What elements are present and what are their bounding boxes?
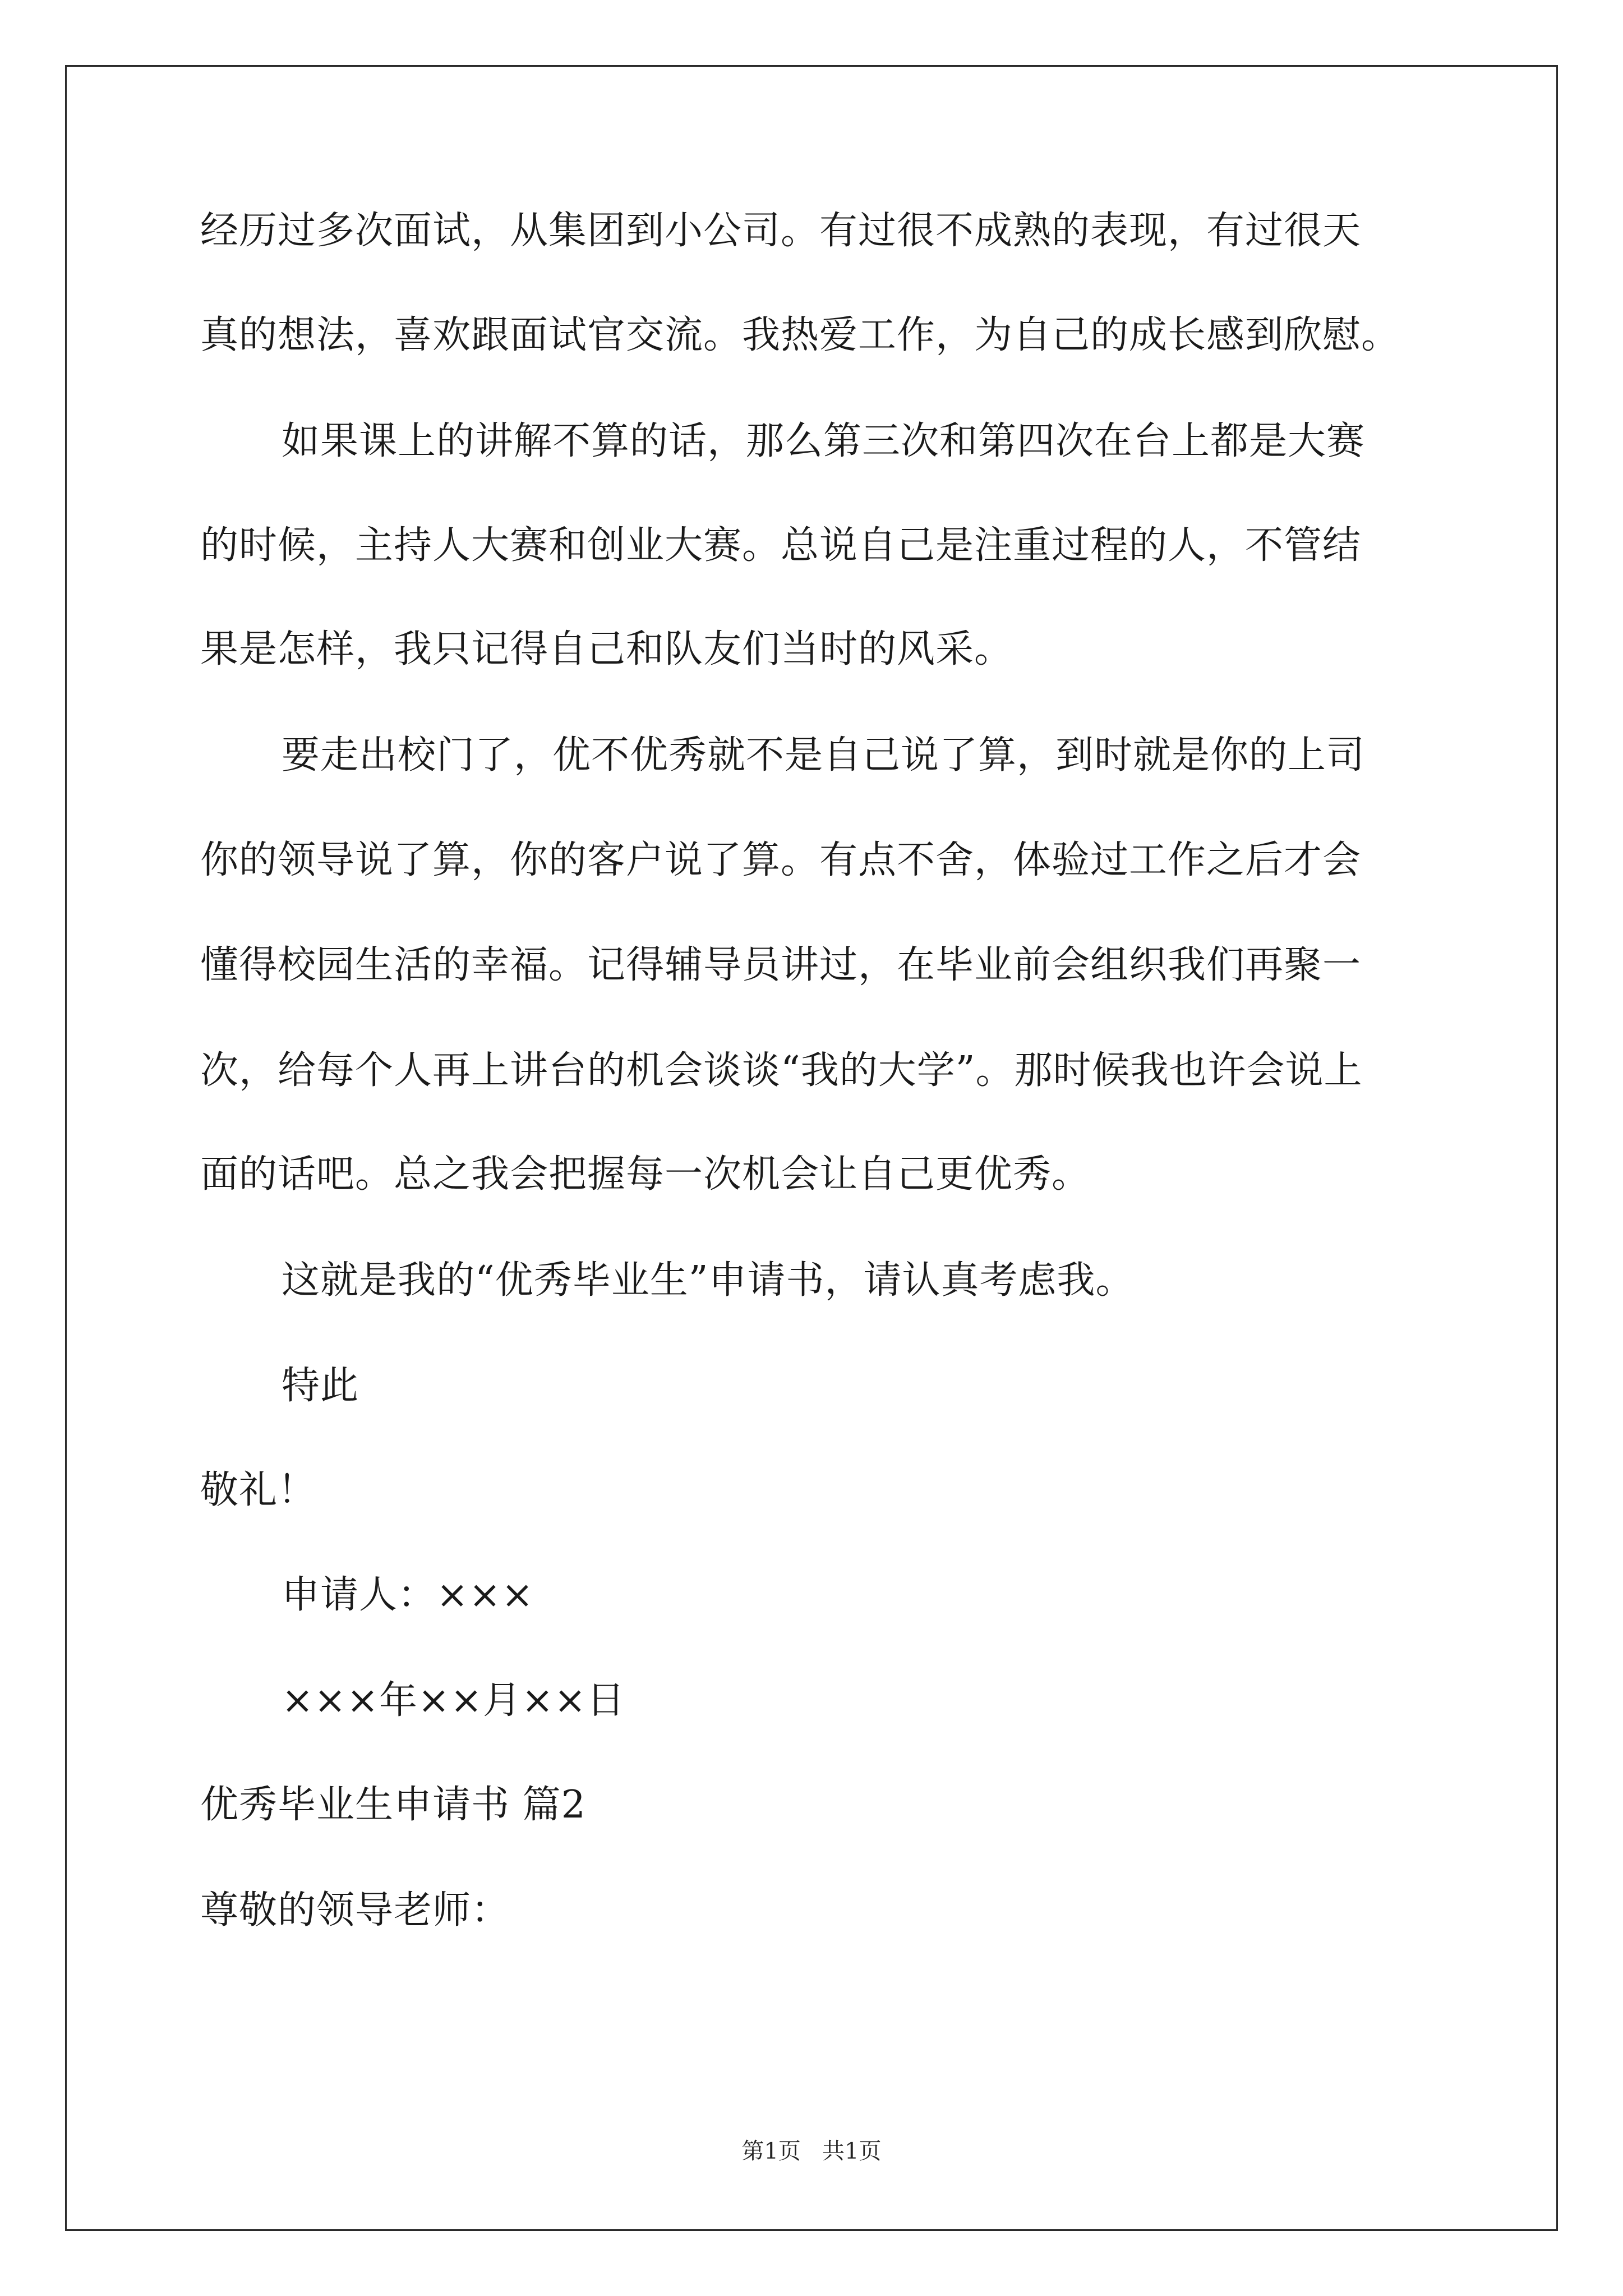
paragraph-line-10: 面的话吧。总之我会把握每一次机会让自己更优秀。 (200, 1152, 1091, 1197)
paragraph-line-8: 懂得校园生活的幸福。记得辅导员讲过，在毕业前会组织我们再聚一 (200, 943, 1362, 987)
applicant-signature: 申请人：××× (282, 1573, 534, 1617)
section-heading: 优秀毕业生申请书 篇2 (200, 1783, 586, 1827)
closing-teci: 特此 (282, 1364, 359, 1408)
paragraph-line-6: 要走出校门了，优不优秀就不是自己说了算，到时就是你的上司 (282, 733, 1366, 777)
page-footer: 第1页 共1页 (741, 2138, 882, 2164)
paragraph-line-9: 次，给每个人再上讲台的机会谈谈“我的大学”。那时候我也许会说上 (200, 1048, 1363, 1093)
paragraph-line-1: 经历过多次面试，从集团到小公司。有过很不成熟的表现，有过很天 (200, 209, 1362, 253)
paragraph-line-7: 你的领导说了算，你的客户说了算。有点不舍，体验过工作之后才会 (200, 838, 1362, 882)
salutation: 尊敬的领导老师： (200, 1888, 510, 1932)
paragraph-line-5: 果是怎样，我只记得自己和队友们当时的风采。 (200, 627, 1013, 671)
paragraph-line-2: 真的想法，喜欢跟面试官交流。我热爱工作，为自己的成长感到欣慰。 (200, 313, 1400, 357)
paragraph-line-3: 如果课上的讲解不算的话，那么第三次和第四次在台上都是大赛 (282, 419, 1366, 463)
closing-salute: 敬礼！ (200, 1468, 317, 1512)
closing-statement: 这就是我的“优秀毕业生”申请书，请认真考虑我。 (282, 1258, 1135, 1303)
paragraph-line-4: 的时候，主持人大赛和创业大赛。总说自己是注重过程的人，不管结 (200, 523, 1362, 568)
signature-date: ×××年××月××日 (282, 1678, 625, 1723)
